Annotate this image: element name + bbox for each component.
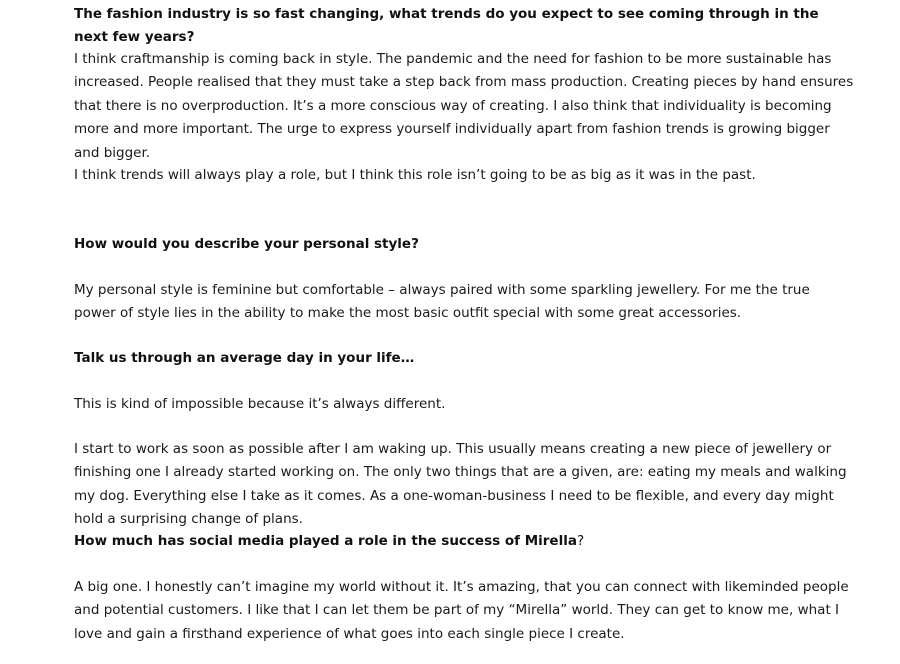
question-social-media — [74, 530, 854, 553]
answer-craftmanship: I think craftmanship is coming back in style. The pandemic and the need for fashion to be more sustainable has increased. People realised that they must take a step back from mass production. Creating pieces by hand ensures that there is no overproduction. It’s a more conscious way of creating. I also think that individuality is becoming more and more important. The urge to express yourself individually apart from fashion trends is growing bigger and bigger. — [74, 51, 854, 161]
question-social-media-mark: ? — [576, 533, 585, 549]
answer-daily-routine: I start to work as soon as possible after I am waking up. This usually means creating a new piece of jewellery or finishing one I already started working on. The only two things that are a given, are: eating my meals and walking my dog. Everything else I take as it comes. As a one-woman-business I need to be flexible, and every day might hold a surprising change of plans. — [74, 441, 847, 528]
answer-trends-role: I think trends will always play a role, but I think this role isn’t going to be as big as it was in the past. — [74, 167, 756, 183]
answer-social-media: A big one. I honestly can’t imagine my world without it. It’s amazing, that you can connect with likeminded people and potential customers. I like that I can let them be part of my “Mirella” world. They can get to know me, what I love and gain a firsthand experience of what goes into each single piece I create. — [74, 579, 849, 642]
question-social-media-text: How much has social media played a role in the success of Mirella — [74, 533, 577, 549]
question-personal-style: How would you describe your personal style? — [74, 236, 419, 252]
question-average-day: Talk us through an average day in your life… — [74, 350, 415, 366]
question-fashion-trends: The fashion industry is so fast changing, what trends do you expect to see coming through in the next few years? — [74, 6, 819, 46]
answer-personal-style: My personal style is feminine but comfortable – always paired with some sparkling jewellery. For me the true power of style lies in the ability to make the most basic outfit special with some great accessories. — [74, 282, 810, 322]
answer-always-different: This is kind of impossible because it’s always different. — [74, 396, 446, 412]
